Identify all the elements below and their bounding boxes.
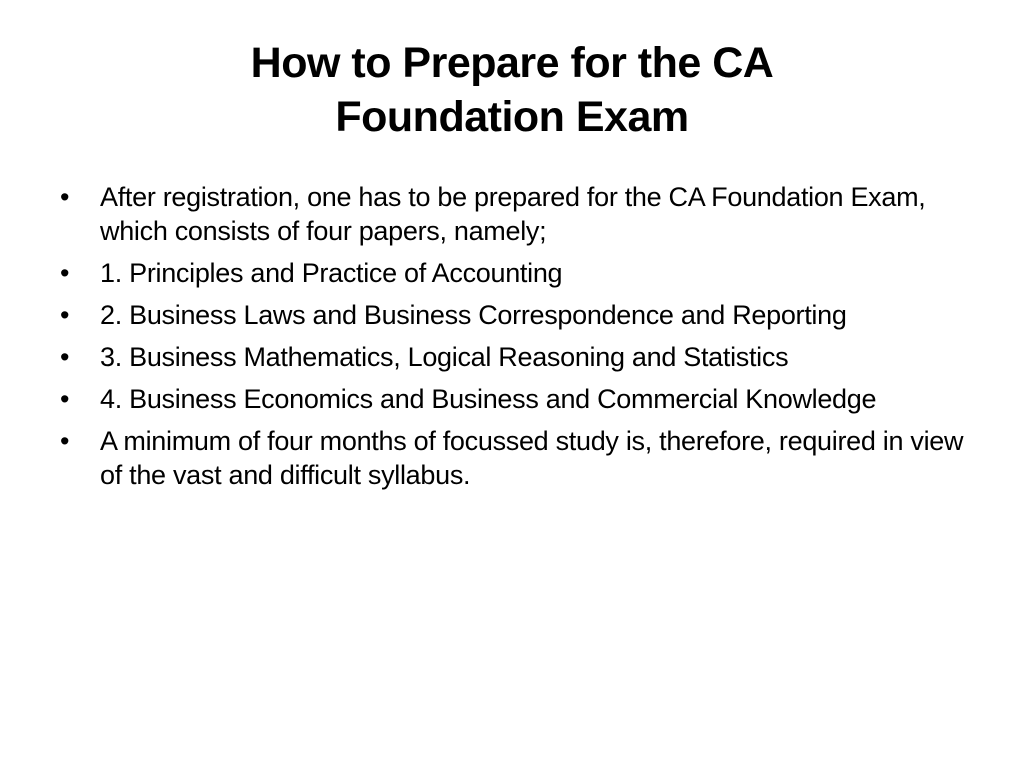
bullet-icon: • [60, 342, 70, 372]
bullet-item-registration [56, 180, 966, 248]
bullet-item-paper-1 [56, 256, 966, 290]
bullet-list [56, 180, 966, 500]
bullet-icon: • [60, 300, 70, 330]
slide-title [60, 36, 964, 144]
bullet-text: 2. Business Laws and Business Correspondence and Reporting [100, 300, 847, 330]
bullet-text: 1. Principles and Practice of Accounting [100, 258, 563, 288]
bullet-icon: • [60, 384, 70, 414]
bullet-item-paper-3 [56, 340, 966, 374]
slide-title-line-2: Foundation Exam [335, 93, 689, 141]
bullet-text: A minimum of four months of focussed study is, therefore, required in view of the vast and difficult syllabus. [100, 426, 964, 490]
bullet-item-study-duration [56, 424, 966, 492]
bullet-icon: • [60, 258, 70, 288]
bullet-text: 3. Business Mathematics, Logical Reasoning and Statistics [100, 342, 789, 372]
bullet-item-paper-4 [56, 382, 966, 416]
bullet-icon: • [60, 182, 70, 212]
bullet-text: 4. Business Economics and Business and Commercial Knowledge [100, 384, 877, 414]
bullet-text: After registration, one has to be prepared for the CA Foundation Exam, which consists of four papers, namely; [100, 182, 926, 246]
slide-title-line-1: How to Prepare for the CA [250, 39, 774, 87]
bullet-icon: • [60, 426, 70, 456]
bullet-item-paper-2 [56, 298, 966, 332]
